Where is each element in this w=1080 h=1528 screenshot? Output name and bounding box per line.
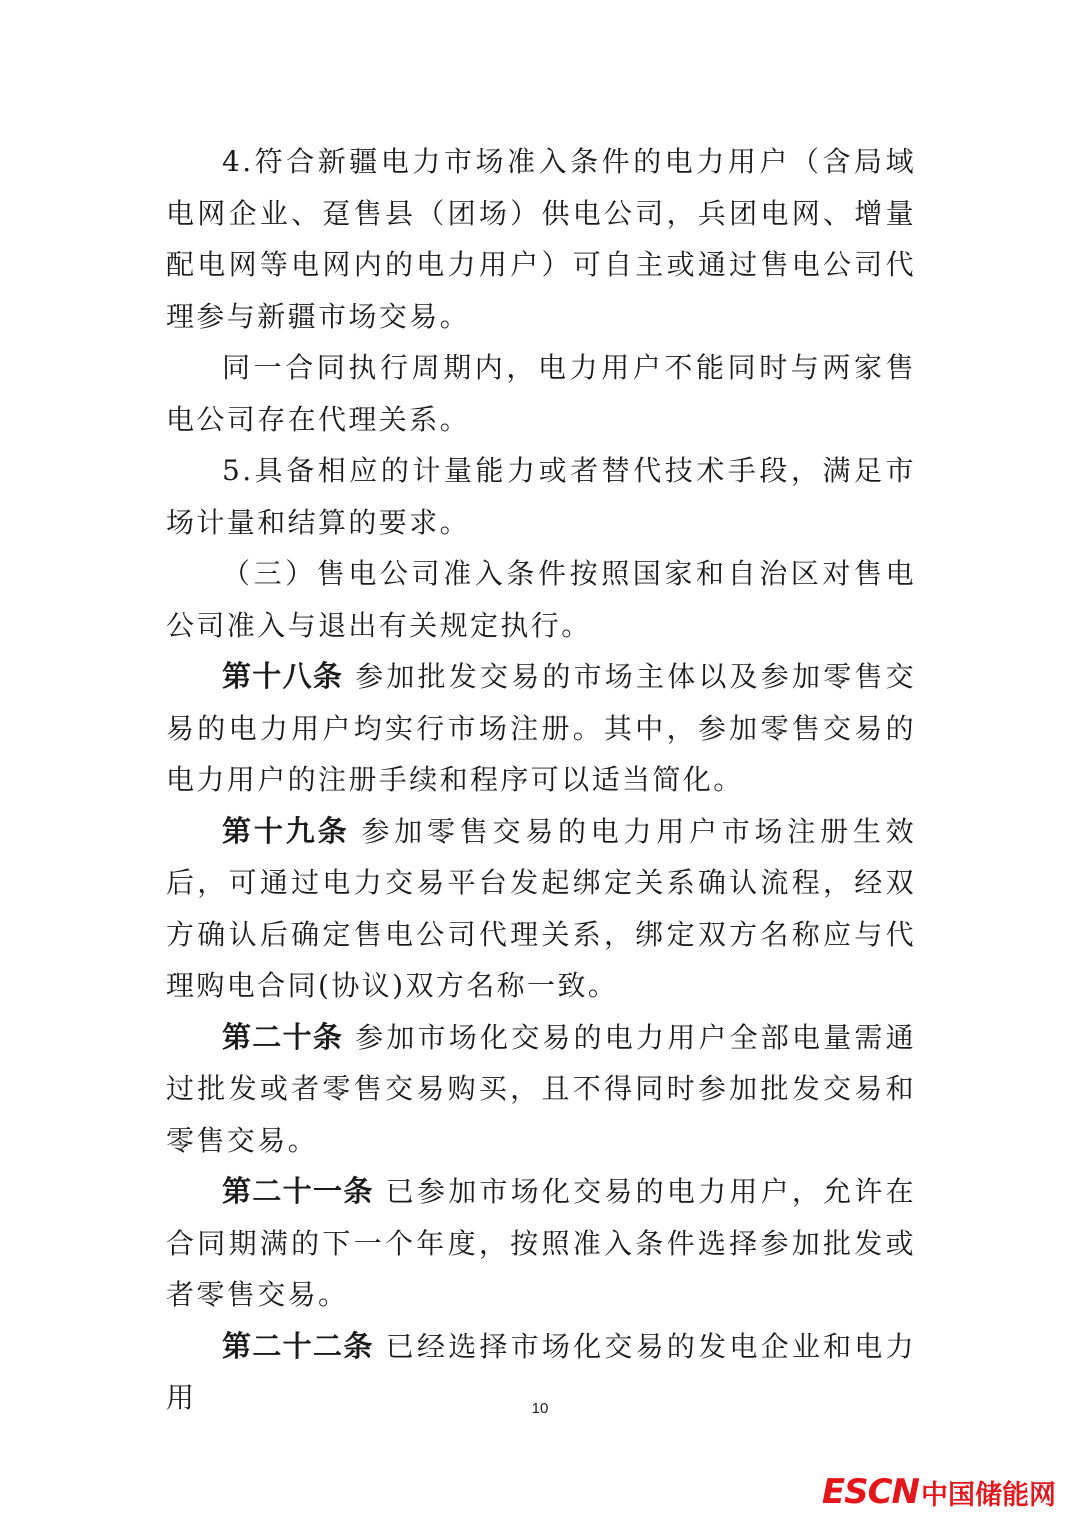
- article-18: [166, 651, 916, 806]
- paragraph-item-4: [166, 136, 916, 342]
- watermark-chinese: 中国储能网: [921, 1479, 1056, 1511]
- article-21: [166, 1166, 916, 1321]
- article-19: [166, 806, 916, 1012]
- article-20: [166, 1012, 916, 1167]
- article-number: 第十八条: [222, 659, 344, 693]
- paragraph-item-5: [166, 445, 916, 548]
- paragraph-text: 5.具备相应的计量能力或者替代技术手段，满足市场计量和结算的要求。: [166, 454, 916, 539]
- article-text: 已经选择市场化交易的发电企业和电力用: [166, 1329, 916, 1414]
- paragraph-text: 同一合同执行周期内，电力用户不能同时与两家售电公司存在代理关系。: [166, 351, 916, 436]
- escn-watermark-logo: [822, 1470, 1056, 1514]
- paragraph-text: 4.符合新疆电力市场准入条件的电力用户（含局域电网企业、趸售县（团场）供电公司，兵团电网、增量配电网等电网内的电力用户）可自主或通过售电公司代理参与新疆市场交易。: [166, 145, 916, 333]
- article-number: 第二十一条: [222, 1174, 374, 1208]
- watermark-latin: ESCN: [821, 1472, 919, 1512]
- document-body: [166, 136, 916, 1424]
- article-text: 参加零售交易的电力用户市场注册生效后，可通过电力交易平台发起绑定关系确认流程，经双方确认后确定售电公司代理关系，绑定双方名称应与代理购电合同(协议)双方名称一致。: [166, 814, 916, 1002]
- paragraph-section-3: [166, 548, 916, 651]
- article-number: 第十九条: [222, 813, 350, 848]
- page-number: 10: [531, 1400, 549, 1417]
- article-text: 参加市场化交易的电力用户全部电量需通过批发或者零售交易购买，且不得同时参加批发交易和零售交易。: [166, 1020, 916, 1157]
- article-text: 参加批发交易的市场主体以及参加零售交易的电力用户均实行市场注册。其中，参加零售交易的电力用户的注册手续和程序可以适当简化。: [166, 660, 916, 796]
- article-text: 已参加市场化交易的电力用户，允许在合同期满的下一个年度，按照准入条件选择参加批发或者零售交易。: [166, 1175, 916, 1311]
- article-number: 第二十二条: [222, 1328, 374, 1363]
- article-number: 第二十条: [222, 1019, 344, 1054]
- paragraph-text: （三）售电公司准入条件按照国家和自治区对售电公司准入与退出有关规定执行。: [166, 557, 916, 642]
- paragraph-contract-period: [166, 342, 916, 445]
